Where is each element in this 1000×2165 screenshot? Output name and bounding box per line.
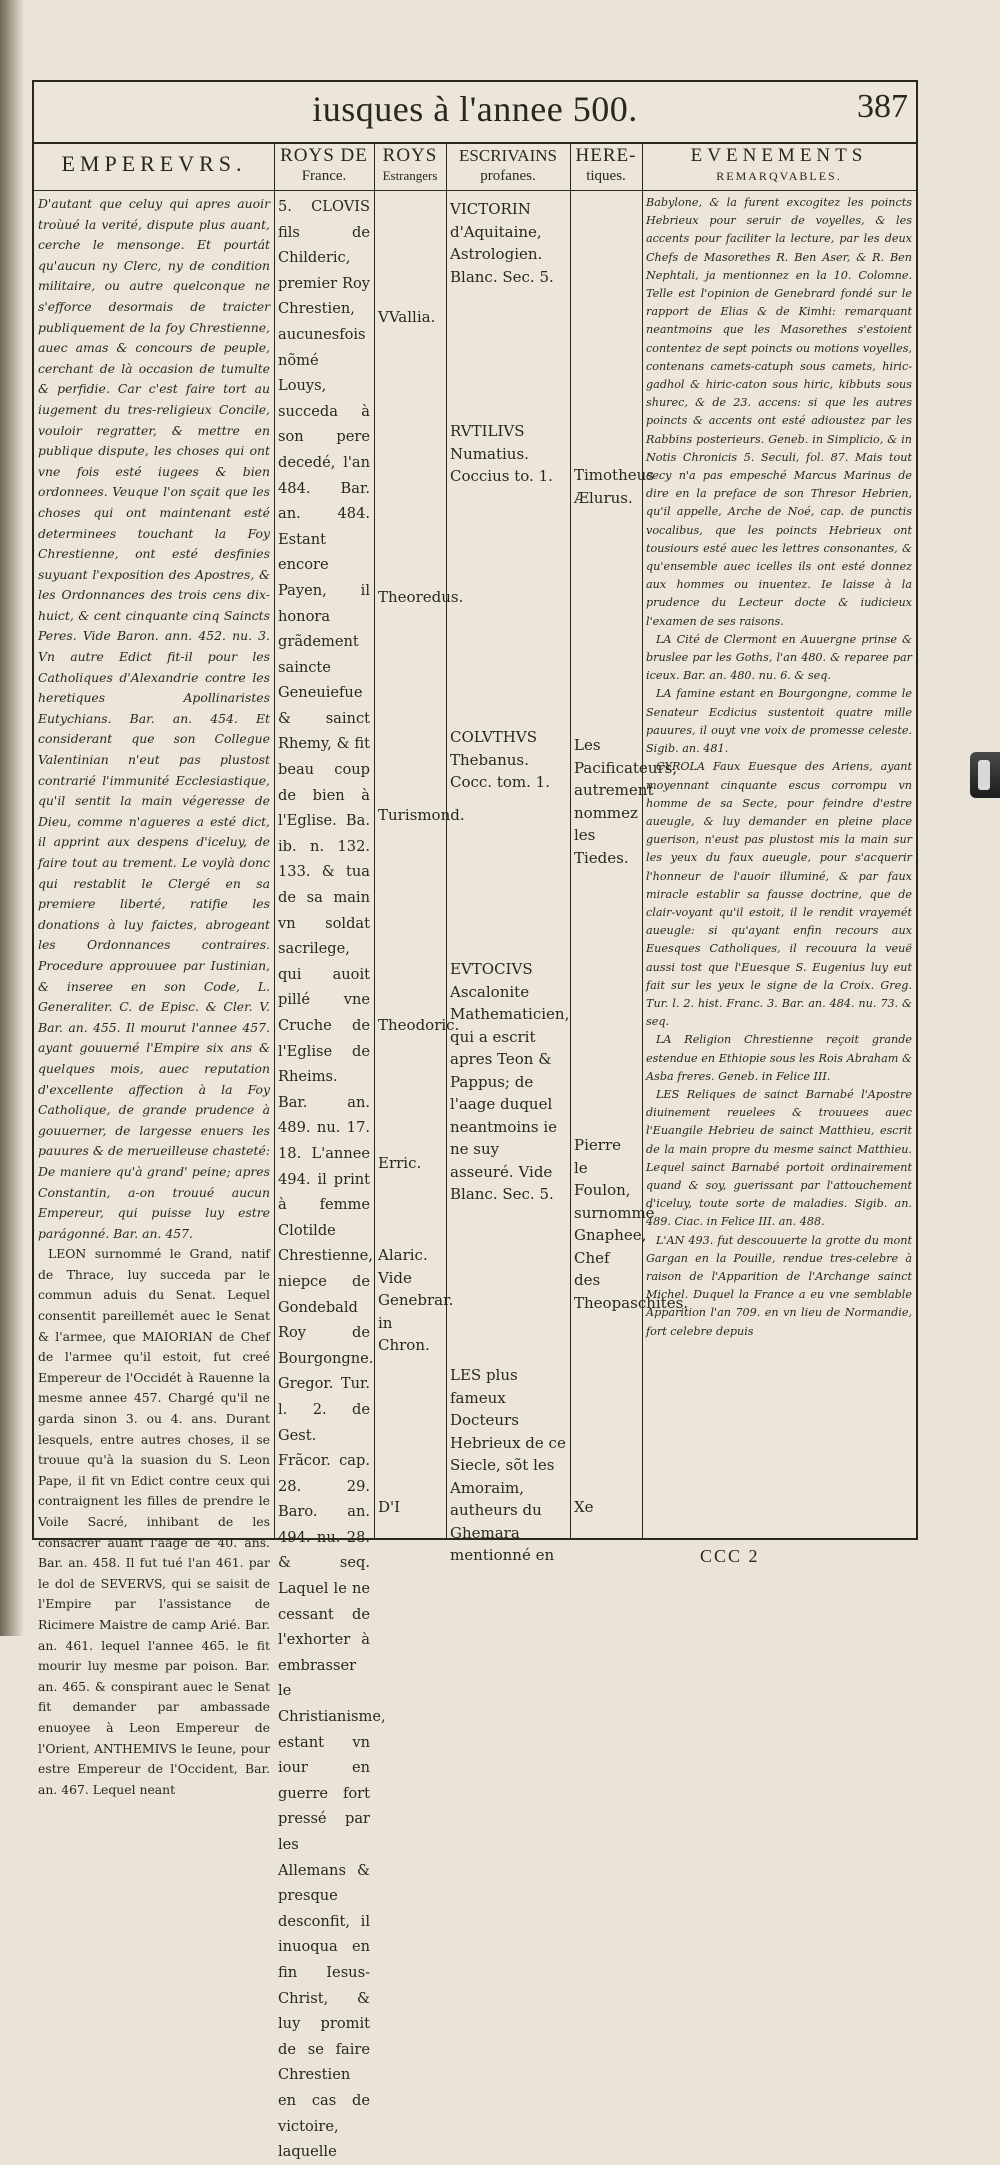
heretic-entry: Pierre le Foulon, surnommé Gnaphee, Chef des Theopaschites.: [574, 1136, 689, 1312]
event-paragraph: LA Cité de Clermont en Auuergne prinse & bruslee par les Goths, l'an 480. & reparee par iceux. Bar. an. 480. nu. 6. & seq.: [646, 632, 912, 683]
stranger-king: Alaric. Vide Genebrar. in Chron.: [378, 1246, 454, 1354]
event-paragraph: LES Reliques de sainct Barnabé l'Apostre diuinement reuelees & trouuees auec l'Euangile Hebrieu de sainct Matthieu, escrit de la main propre du mesme sainct Matthieu. Lequel sainct Barnabé portoit ordinairement quand & soy, guerissant par l'attouchement d'iceluy, toute sorte de maladies. Sigib. an. 489. Ciac. in Felice III. an. 488.: [646, 1087, 912, 1229]
writer-entry: VICTORIN d'Aquitaine, Astrologien. Blanc. Sec. 5.: [450, 200, 554, 286]
header-strangers: ROYS Estrangers: [382, 145, 438, 183]
emperors-paragraph: D'autant que celuy qui apres auoir troùué la verité, dispute plus auant, cerche le mensonge. Et pourtát qu'aucun ny Clerc, ny de condition militaire, ou autre quelconque ne s'efforce desormais de traicter publiquement de la foy Chrestienne, auec amas & concours de peuple, cerchant de là occasion de tumulte & perfidie. Car c'est faire tort au iugement du tres-religieux Concile, vouloir regratter, & mettre en publique dispute, les choses qui ont vne fois esté iugees & bien ordonnees. Veuque l'on sçait que les choses qui ont maintenant esté determinees touchant la Foy Chrestienne, ont esté desfinies suyuant l'exposition des Apostres, & les Ordonnances des trois cens dix-huict, & cent cinquante cinq Saincts Peres. Vide Baron. ann. 452. nu. 3. Vn autre Edict fit-il pour les Catholiques d'Alexandrie contre les heretiques Apollinaristes Eutychians. Bar. an. 454. Et considerant que son Collegue Valentinian n'eut pas plustost contrarié l'immunité Ecclesiastique, qu'il sentit la main végeresse de Dieu, comme n'agueres a esté dict, il apprint aux despens d'iceluy, de faire tout au trement. Le voylà donc qui restablit le Clergé en sa premiere liberté, ratifie les donations à luy faictes, abrogeant les Ordonnances contraires. Procedure approuuee par Iustinian, & inseree en son Code, L. Generaliter. C. de Episc. & Cler. V. Bar. an. 455. Il mourut l'annee 457. ayant gouuerné l'Empire six ans & quelques mois, auec reputation d'excellente affection à la Foy Catholique, de grande prudence à gouuerner, de largesse enuers les pauures & de merueilleuse chasteté: De maniere qu'à grand' peine; apres Constantin, a-on trouué aucun Empereur, qui puisse luy estre parágonné. Bar. an. 457.: [38, 196, 270, 1241]
header-events: EVENEMENTS REMARQVABLES.: [690, 145, 868, 183]
stranger-king: Theoredus.: [378, 588, 464, 606]
running-header: [34, 82, 916, 144]
france-column: [274, 194, 386, 2161]
emperors-paragraph: LEON surnommé le Grand, natif de Thrace, luy succeda par le commun aduis du Senat. Lequel consentit pareillemét auec le Senat & l'armee, que MAIORIAN de Chef de l'armee qu'il estoit, fut creé Empereur de l'Occidét à Rauenne la mesme annee 457. Chargé qu'il ne garda sinon 3. ou 4. ans. Durant lesquels, entre autres choses, il se trouue qu'à la suasion du S. Leon Pape, il fit vn Edict contre ceux qui contraignent les filles de prendre le Voile Sacré, inhibant de les consacrer auant l'aage de 40. ans. Bar. an. 458. Il fut tué l'an 461. par le dol de SEVERVS, qui se saisit de l'Empire par l'assistance de Ricimere Maistre de camp Arié. Bar. an. 461. lequel l'annee 465. le fit mourir luy mesme par poison. Bar. an. 465. & conspirant auec le Senat fit demander par ambassade enuoyee à Leon Empereur de l'Orient, ANTHEMIVS le Ieune, pour estre Empereur de l'Occident, Bar. an. 467. Lequel neant: [38, 1246, 270, 1797]
event-paragraph: Babylone, & la furent excogitez les poincts Hebrieux pour seruir de voyelles, & les accents pour faciliter la lecture, par les deux Chefs de Masorethes R. Ben Aser, & R. Ben Nephtali, ja mentionnez en la 10. Colomne. Telle est l'opinion de Genebrard fondé sur le rapport de Elias & de Kimhi: remarquant neantmoins que les Masorethes s'estoient contentez de sept poincts ou motions voyelles, contenans camets-catuph sous camets, hiric-gadhol & hiric-caton sous hiric, kibbuts sous shurec, & de 23. accens: si que les autres poincts & accents ont esté adioustez par les Rabbins posterieurs. Geneb. in Simplicio, & in Notis Chronicis 5. Seculi, fol. 87. Mais tout cecy n'a pas empesché Marcus Marinus de dire en la preface de son Thresor Hebrien, qu'il appelle, Arche de Noé, cap. de punctis vocalibus, que les poincts Hebrieux ont tousiours esté auec les lettres consonantes, & qu'ensemble auec icelles ils ont esté donnez aux hommes ou inuentez. Ie laisse à la prudence du Lecteur docte & iudicieux l'examen de ses raisons.: [646, 196, 912, 628]
event-paragraph: CYROLA Faux Euesque des Ariens, ayant moyennant cinquante escus corrompu vn homme de sa Secte, pour feindre d'estre aueugle, & luy demander en pleine place guerison, n'eust pas plustost mis la main sur les yeux du faux aueugle, pour s'acquerir l'honneur de l'auoir illuminé, & par faux miracle establir sa fausse doctrine, que de clair-voyant qu'il estoit, il le rendit vrayemét aueugle: si qu'ayant enfin recours aux Euesques Catholiques, il recouura la veuë aussi tost que l'Euesque S. Eugenius luy eut fait sur les yeux le signe de la Croix. Greg. Tur. l. 2. hist. Franc. 3. Bar. an. 484. nu. 73. & seq.: [646, 760, 912, 1029]
signature-mark: CCC 2: [700, 1546, 760, 1566]
heretic-entry: Timotheus Ælurus.: [574, 466, 654, 507]
writer-entry: RVTILIVS Numatius. Coccius to. 1.: [450, 422, 553, 485]
event-paragraph: LA Religion Chrestienne reçoit grande estendue en Ethiopie sous les Rois Abraham & Asba freres. Geneb. in Felice III.: [646, 1033, 912, 1083]
writer-entry: LES plus fameux Docteurs Hebrieux de ce Siecle, sõt les Amoraim, autheurs du Ghemara mentionné en: [450, 1366, 566, 1564]
writers-column: [446, 194, 570, 1564]
stranger-king: Theodoric.: [378, 1016, 460, 1034]
heretic-entry: Les Pacificateurs, autrement nommez les Tiedes.: [574, 736, 678, 867]
writer-entry: COLVTHVS Thebanus. Cocc. tom. 1.: [450, 728, 550, 791]
stranger-king: Erric.: [378, 1154, 422, 1172]
book-binding-edge: [0, 0, 24, 1636]
events-column: [642, 194, 916, 1522]
stranger-king: VVallia.: [378, 308, 436, 326]
heretics-column: [570, 194, 689, 1522]
writer-entry: EVTOCIVS Ascalonite Mathematicien, qui a escrit apres Teon & Pappus; de l'aage duquel neantmoins ie ne suy asseuré. Vide Blanc. Sec. 5.: [450, 960, 570, 1203]
header-emperors: EMPEREVRS.: [61, 151, 247, 176]
page-title: iusques à l'annee 500.: [312, 89, 638, 129]
france-entry: 5. CLOVIS fils de Childeric, premier Roy Chrestien, aucunesfois nõmé Louys, succeda à son pere decedé, l'an 484. Bar. an. 484. Estant encore Payen, il honora grãdement saincte Geneuiefue & sainct Rhemy, & fit beau coup de bien à l'Eglise. Ba. ib. n. 132. 133. & tua de sa main vn soldat sacrilege, qui auoit pillé vne Cruche de l'Eglise de Rheims. Bar. an. 489. nu. 17. 18. L'annee 494. il print à femme Clotilde Chrestienne, niepce de Gondebald Roy de Bourgongne. Gregor. Tur. l. 2. de Gest. Frãcor. cap. 28. 29. Baro. an. 494. nu. 28. & seq. Laquel le ne cessant de l'exhorter à embrasser le Christianisme, estant vn iour en guerre fort pressé par les Allemans & presque desconfit, il inuoqua en fin Iesus-Christ, & luy promit de se faire Chrestien en cas de victoire, laquelle: [278, 198, 386, 2161]
page-number: 387: [857, 88, 908, 125]
header-france: ROYS DE France.: [280, 145, 368, 184]
column-headers: [34, 144, 916, 191]
page-clip: [970, 752, 1000, 798]
emperors-column: [34, 194, 274, 1797]
strangers-column: [374, 194, 465, 1522]
event-paragraph: L'AN 493. fut descouuerte la grotte du mont Gargan en la Pouille, rendue tres-celebre à raison de l'Apparition de l'Archange sainct Michel. Duquel la France a eu vne semblable Apparition l'an 709. en vn lieu de Normandie, fort celebre depuis: [646, 1233, 912, 1338]
event-paragraph: LA famine estant en Bourgongne, comme le Senateur Ecdicius sustentoit quatre mille pauures, il ouyt vne voix de promesse celeste. Sigib. an. 481.: [646, 687, 912, 756]
stranger-king: Turismond.: [378, 806, 465, 824]
stranger-king: D'I: [378, 1498, 401, 1516]
header-heretics: HERE- tiques.: [575, 145, 637, 184]
heretic-entry: Xe: [574, 1498, 594, 1516]
header-writers: ESCRIVAINS profanes.: [459, 146, 557, 184]
